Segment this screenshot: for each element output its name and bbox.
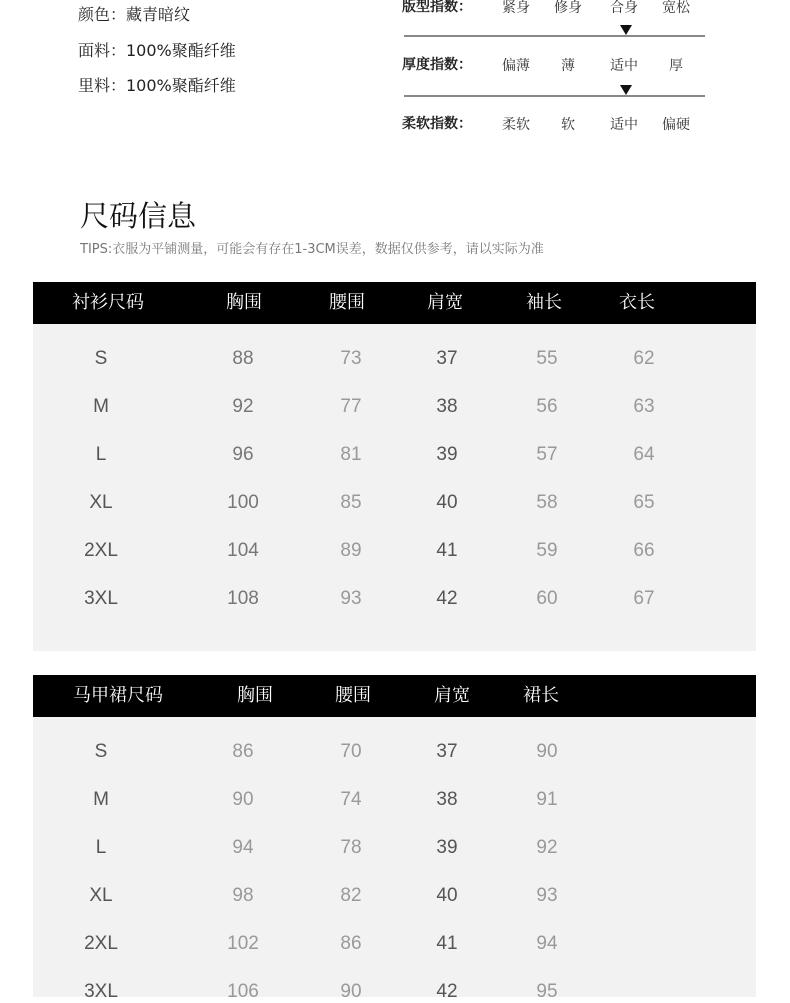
table-cell: 40 [436, 885, 458, 906]
table-cell: 81 [340, 444, 362, 465]
table-header-cell: 肩宽 [427, 292, 463, 313]
table-cell: 70 [340, 741, 362, 762]
table-cell: 90 [536, 741, 558, 762]
table-cell: 65 [633, 492, 655, 513]
table-cell: 100 [227, 492, 259, 513]
index-option: 修身 [554, 0, 582, 16]
table-header-cell: 腰围 [335, 685, 371, 706]
index-option: 紧身 [502, 0, 530, 16]
table-cell: 58 [536, 492, 558, 513]
table-header-cell: 腰围 [329, 292, 365, 313]
index-divider [404, 35, 705, 37]
table-cell: 77 [340, 396, 362, 417]
index-option: 偏薄 [502, 58, 530, 74]
table-cell: 93 [536, 885, 558, 906]
table-cell: 73 [340, 348, 362, 369]
table-cell: S [94, 348, 108, 369]
table-header-cell: 肩宽 [434, 685, 470, 706]
table-cell: 67 [633, 588, 655, 609]
index-label: 厚度指数： [402, 57, 472, 73]
table-header-cell: 衣长 [619, 292, 655, 313]
table-cell: 37 [436, 348, 458, 369]
attr-lining: 里料：100%聚酯纤维 [78, 76, 236, 95]
table-cell: S [94, 741, 108, 762]
table-header-cell: 胸围 [237, 685, 273, 706]
table-header-cell: 马甲裙尺码 [73, 685, 163, 706]
attr-color: 颜色：藏青暗纹 [78, 5, 191, 24]
vest-table-body [33, 717, 756, 997]
index-option: 合身 [610, 0, 638, 16]
table-cell: 62 [633, 348, 655, 369]
table-cell: 56 [536, 396, 558, 417]
index-label: 版型指数： [402, 0, 472, 15]
index-option: 宽松 [662, 0, 690, 16]
index-divider [404, 95, 705, 97]
table-cell: M [93, 396, 109, 417]
table-cell: 102 [227, 933, 259, 954]
table-cell: 88 [232, 348, 254, 369]
table-cell: 94 [232, 837, 254, 858]
index-option: 适中 [610, 58, 638, 74]
table-cell: 39 [436, 837, 458, 858]
table-header-cell: 衬衫尺码 [72, 292, 144, 313]
table-cell: 106 [227, 981, 259, 1002]
index-option: 厚 [669, 58, 683, 74]
index-option: 薄 [561, 58, 575, 74]
table-cell: 63 [633, 396, 655, 417]
table-cell: 42 [436, 588, 458, 609]
table-cell: 38 [436, 789, 458, 810]
index-option: 软 [561, 117, 575, 133]
table-cell: M [93, 789, 109, 810]
section-title: 尺码信息 [80, 199, 197, 233]
table-cell: 55 [536, 348, 558, 369]
table-cell: 94 [536, 933, 558, 954]
index-selected-marker [620, 85, 632, 95]
table-cell: 82 [340, 885, 362, 906]
table-cell: 86 [340, 933, 362, 954]
table-cell: XL [89, 492, 113, 513]
table-header-cell: 胸围 [226, 292, 262, 313]
table-header-cell: 袖长 [526, 292, 562, 313]
table-cell: 92 [536, 837, 558, 858]
table-header-cell: 裙长 [523, 685, 559, 706]
table-cell: 95 [536, 981, 558, 1002]
table-cell: 108 [227, 588, 259, 609]
table-cell: 93 [340, 588, 362, 609]
table-cell: 40 [436, 492, 458, 513]
table-cell: 64 [633, 444, 655, 465]
index-option: 适中 [610, 117, 638, 133]
table-cell: 37 [436, 741, 458, 762]
index-option: 柔软 [502, 117, 530, 133]
index-selected-marker [620, 25, 632, 35]
table-cell: 86 [232, 741, 254, 762]
table-cell: L [95, 444, 107, 465]
attr-fabric: 面料：100%聚酯纤维 [78, 41, 236, 60]
table-cell: 104 [227, 540, 259, 561]
table-cell: 3XL [84, 588, 118, 609]
table-cell: 3XL [84, 981, 118, 1002]
index-option: 偏硬 [662, 117, 690, 133]
table-cell: 90 [232, 789, 254, 810]
table-cell: 89 [340, 540, 362, 561]
table-cell: 96 [232, 444, 254, 465]
table-cell: 59 [536, 540, 558, 561]
index-label: 柔软指数： [402, 116, 472, 132]
table-cell: 2XL [84, 933, 118, 954]
table-cell: 92 [232, 396, 254, 417]
table-cell: 38 [436, 396, 458, 417]
table-cell: 85 [340, 492, 362, 513]
tips-text: TIPS:衣服为平铺测量，可能会有存在1-3CM误差，数据仅供参考，请以实际为准 [80, 242, 544, 257]
table-cell: 98 [232, 885, 254, 906]
table-cell: 41 [436, 540, 458, 561]
table-cell: 42 [436, 981, 458, 1002]
table-cell: L [95, 837, 107, 858]
table-cell: 57 [536, 444, 558, 465]
table-cell: 90 [340, 981, 362, 1002]
table-cell: 2XL [84, 540, 118, 561]
table-cell: 78 [340, 837, 362, 858]
table-cell: 39 [436, 444, 458, 465]
table-cell: 74 [340, 789, 362, 810]
table-cell: 60 [536, 588, 558, 609]
table-cell: XL [89, 885, 113, 906]
table-cell: 66 [633, 540, 655, 561]
table-cell: 41 [436, 933, 458, 954]
table-cell: 91 [536, 789, 558, 810]
